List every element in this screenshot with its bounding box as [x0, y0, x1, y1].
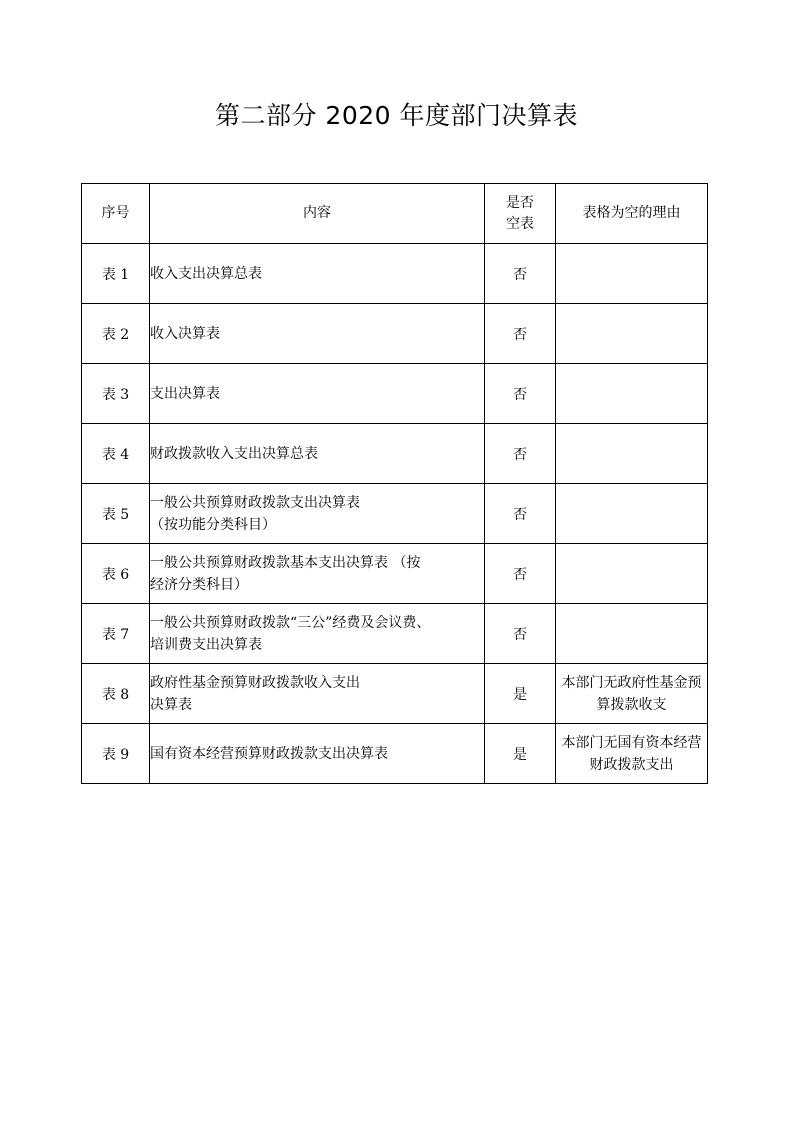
row-is-empty: 否 [485, 244, 556, 304]
page-title: 第二部分 2020 年度部门决算表 [214, 101, 579, 130]
table-header-row [82, 184, 708, 244]
header-content: 内容 [150, 184, 485, 244]
report-catalog-table [81, 183, 708, 784]
table-row [82, 364, 708, 424]
row-reason [556, 364, 708, 424]
table-row [82, 484, 708, 544]
row-content [150, 484, 485, 544]
row-no: 表 3 [82, 364, 150, 424]
row-content [150, 724, 485, 784]
row-no: 表 1 [82, 244, 150, 304]
row-content-line: 收入决算表 [150, 325, 220, 342]
row-content-line: 收入支出决算总表 [150, 265, 262, 282]
row-content-line: （按功能分类科目） [150, 516, 276, 533]
row-content [150, 604, 485, 664]
row-no: 表 9 [82, 724, 150, 784]
row-is-empty: 否 [485, 604, 556, 664]
row-content [150, 544, 485, 604]
row-is-empty: 否 [485, 424, 556, 484]
row-content-line: 一般公共预算财政拨款基本支出决算表 （按 [150, 554, 421, 571]
row-content-line: 决算表 [150, 696, 192, 713]
row-content [150, 244, 485, 304]
row-content-line: 一般公共预算财政拨款支出决算表 [150, 494, 360, 511]
row-content-line: 培训费支出决算表 [150, 636, 262, 653]
row-is-empty: 否 [485, 304, 556, 364]
row-content-line: 财政拨款收入支出决算总表 [150, 445, 318, 462]
row-reason [556, 664, 708, 724]
row-is-empty: 否 [485, 364, 556, 424]
table-row [82, 604, 708, 664]
row-reason [556, 304, 708, 364]
row-reason-line: 本部门无政府性基金预 [561, 674, 702, 691]
row-is-empty: 否 [485, 544, 556, 604]
table-row [82, 664, 708, 724]
header-no: 序号 [82, 184, 150, 244]
row-is-empty: 是 [485, 664, 556, 724]
row-content-line: 经济分类科目） [150, 576, 248, 593]
row-reason-line: 财政拨款支出 [589, 756, 674, 773]
row-is-empty: 是 [485, 724, 556, 784]
row-no: 表 6 [82, 544, 150, 604]
row-content [150, 664, 485, 724]
row-content-line: 一般公共预算财政拨款“三公”经费及会议费、 [150, 614, 431, 631]
row-no: 表 5 [82, 484, 150, 544]
row-reason [556, 544, 708, 604]
table-row [82, 304, 708, 364]
row-reason-line: 算拨款收支 [596, 696, 667, 713]
header-is-empty-line1: 是否 [506, 194, 534, 211]
row-content [150, 304, 485, 364]
row-no: 表 4 [82, 424, 150, 484]
row-reason [556, 604, 708, 664]
row-content-line: 支出决算表 [150, 385, 220, 402]
table-row [82, 424, 708, 484]
header-is-empty [485, 184, 556, 244]
row-no: 表 2 [82, 304, 150, 364]
row-reason [556, 484, 708, 544]
row-reason [556, 724, 708, 784]
header-is-empty-line2: 空表 [506, 215, 534, 232]
row-no: 表 8 [82, 664, 150, 724]
row-content-line: 政府性基金预算财政拨款收入支出 [150, 674, 360, 691]
row-content [150, 424, 485, 484]
row-reason [556, 424, 708, 484]
row-no: 表 7 [82, 604, 150, 664]
row-is-empty: 否 [485, 484, 556, 544]
row-content [150, 364, 485, 424]
table-row [82, 724, 708, 784]
row-reason-line: 本部门无国有资本经营 [561, 734, 702, 751]
row-content-line: 国有资本经营预算财政拨款支出决算表 [150, 745, 388, 762]
table-row [82, 544, 708, 604]
table-row [82, 244, 708, 304]
header-reason: 表格为空的理由 [556, 184, 708, 244]
row-reason [556, 244, 708, 304]
